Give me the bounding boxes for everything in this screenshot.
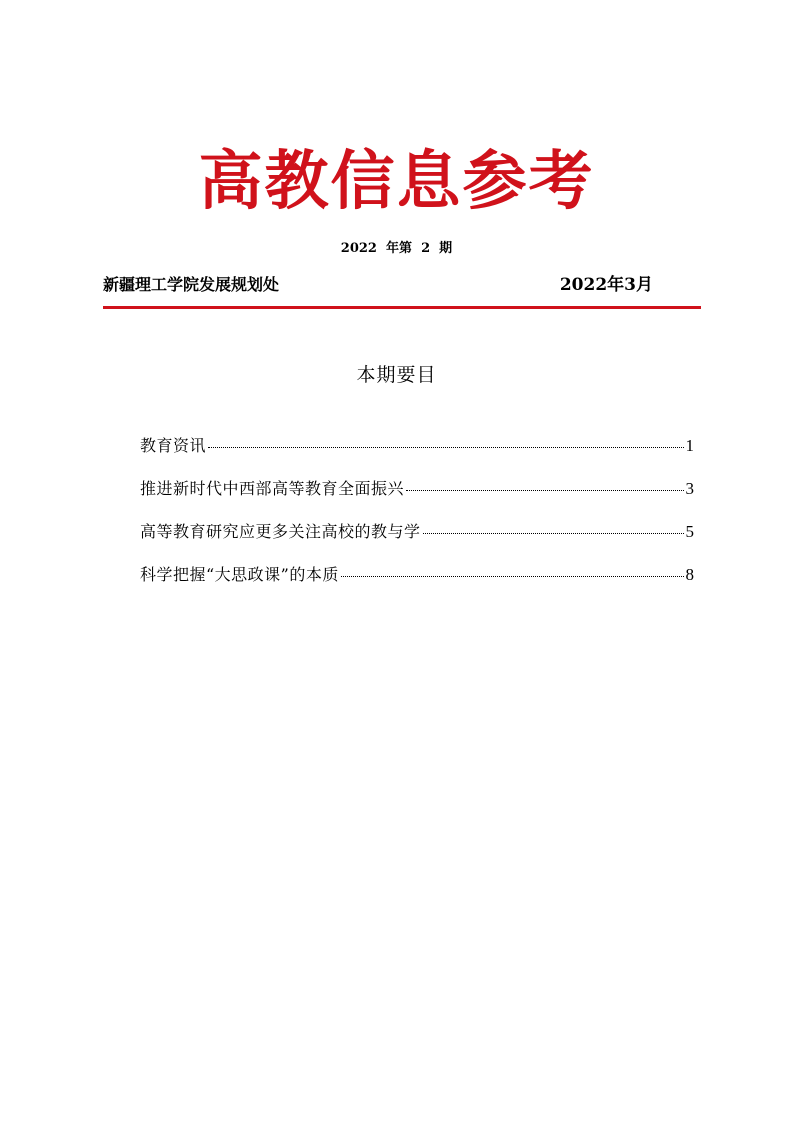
toc-entry-page: 8 — [685, 565, 694, 584]
toc-entry[interactable] — [140, 433, 694, 459]
toc-entry-page: 3 — [685, 479, 694, 498]
table-of-contents — [140, 433, 694, 605]
issue-number: 2022 年第 2 期 — [340, 241, 453, 256]
toc-entry-title: 推进新时代中西部高等教育全面振兴 — [140, 479, 405, 498]
department-name: 新疆理工学院发展规划处 — [103, 275, 280, 294]
toc-dot-leader — [406, 489, 683, 491]
toc-entry[interactable] — [140, 519, 694, 545]
toc-entry[interactable] — [140, 562, 694, 588]
toc-entry-title: 科学把握“大思政课”的本质 — [140, 565, 339, 584]
publication-title: 高教信息参考 — [198, 144, 595, 219]
toc-entry-page: 1 — [685, 436, 694, 455]
toc-dot-leader — [341, 575, 684, 577]
toc-entry-title: 教育资讯 — [140, 436, 207, 455]
header-divider — [103, 306, 701, 309]
toc-entry-page: 5 — [685, 522, 694, 541]
publication-date: 2022年3月 — [559, 275, 653, 295]
toc-dot-leader — [208, 446, 683, 448]
toc-heading: 本期要目 — [356, 364, 437, 386]
toc-dot-leader — [423, 532, 684, 534]
toc-entry[interactable] — [140, 476, 694, 502]
toc-entry-title: 高等教育研究应更多关注高校的教与学 — [140, 522, 421, 541]
